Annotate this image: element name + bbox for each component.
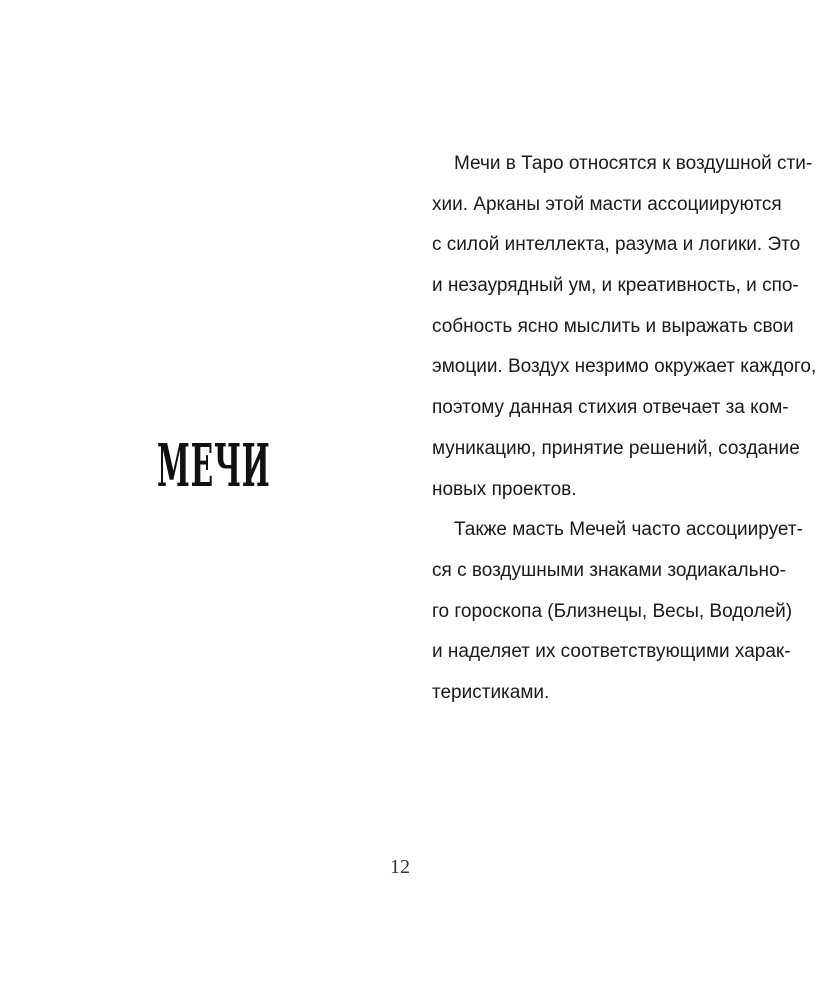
text-line: новых проектов. xyxy=(432,478,577,500)
chapter-title: МЕЧИ xyxy=(157,430,271,501)
text-line: с силой интеллекта, разума и логики. Это xyxy=(432,234,801,256)
paragraph-1 xyxy=(410,144,816,510)
text-line: хии. Арканы этой масти ассоциируются xyxy=(432,193,782,215)
text-line: Также масть Мечей часто ассоциирует- xyxy=(454,519,803,541)
text-line: муникацию, принятие решений, создание xyxy=(432,437,800,459)
text-line: поэтому данная стихия отвечает за ком- xyxy=(432,397,789,419)
text-line: теристиками. xyxy=(432,681,550,703)
text-line: го гороскопа (Близнецы, Весы, Водолей) xyxy=(432,600,793,622)
text-line: Мечи в Таро относятся к воздушной сти- xyxy=(454,153,813,174)
text-line: собность ясно мыслить и выражать свои xyxy=(432,315,794,337)
text-line: и наделяет их соответствующими харак- xyxy=(432,641,791,663)
text-line: ся с воздушными знаками зодиакально- xyxy=(432,559,786,581)
paragraph-2 xyxy=(410,510,803,713)
text-line: эмоции. Воздух незримо окружает каждого, xyxy=(432,356,816,378)
body-text xyxy=(410,144,816,714)
page-number: 12 xyxy=(390,856,410,878)
text-line: и незаурядный ум, и креативность, и спо- xyxy=(432,275,799,297)
